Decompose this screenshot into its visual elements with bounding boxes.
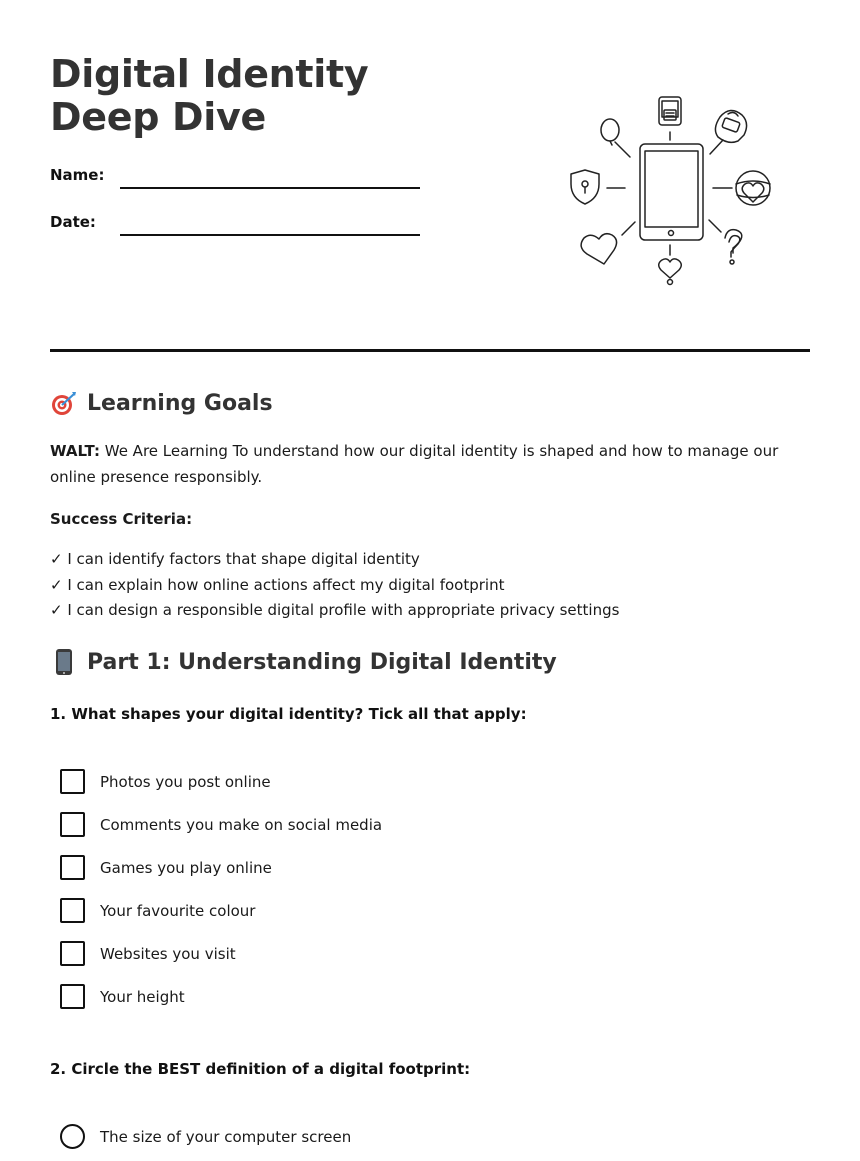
part1-title: Part 1: Understanding Digital Identity	[87, 649, 557, 675]
date-field[interactable]	[120, 234, 420, 236]
walt-paragraph	[50, 438, 810, 490]
question-1-options	[60, 760, 382, 1018]
name-field[interactable]	[120, 187, 420, 189]
globe-heart-icon	[736, 171, 770, 205]
shield-icon	[571, 170, 599, 204]
question-2-options	[60, 1115, 351, 1158]
criteria-item: ✓ I can explain how online actions affect my digital footprint	[50, 575, 505, 594]
checkbox-option[interactable]	[60, 760, 382, 803]
success-criteria-label: Success Criteria:	[50, 510, 193, 528]
checkbox-option[interactable]	[60, 889, 382, 932]
balloon-icon	[601, 119, 619, 145]
worksheet-title: Digital Identity Deep Dive	[50, 52, 369, 139]
heart-icon	[581, 234, 616, 264]
checkbox-option[interactable]	[60, 846, 382, 889]
criteria-item: ✓ I can identify factors that shape digital identity	[50, 550, 420, 568]
success-criteria-list	[50, 547, 619, 624]
checkbox[interactable]	[60, 769, 85, 794]
checkbox-option[interactable]	[60, 932, 382, 975]
name-label: Name:	[50, 166, 105, 184]
learning-goals-heading	[50, 389, 273, 417]
phone-icon	[659, 97, 681, 125]
date-label: Date:	[50, 213, 96, 231]
digital-identity-illustration	[560, 92, 780, 292]
backpack-icon	[715, 110, 746, 142]
header-divider	[50, 349, 810, 352]
radio-option[interactable]	[60, 1115, 351, 1158]
criteria-item: ✓ I can design a responsible digital profile with appropriate privacy settings	[50, 601, 620, 619]
option-label: Comments you make on social media	[100, 815, 383, 834]
option-label: Photos you post online	[100, 772, 271, 791]
question-mark-icon	[725, 230, 742, 264]
question-2-prompt: 2. Circle the BEST definition of a digital footprint:	[50, 1060, 471, 1078]
checkbox[interactable]	[60, 898, 85, 923]
option-label: The size of your computer screen	[100, 1127, 352, 1146]
option-label: Your favourite colour	[100, 901, 256, 920]
checkbox-option[interactable]	[60, 975, 382, 1018]
walt-label: WALT:	[50, 442, 100, 460]
checkbox[interactable]	[60, 984, 85, 1009]
checkbox[interactable]	[60, 855, 85, 880]
checkbox[interactable]	[60, 941, 85, 966]
option-label: Your height	[100, 987, 185, 1006]
walt-text: We Are Learning To understand how our digital identity is shaped and how to manage our online presence responsibly.	[50, 442, 779, 486]
tablet-icon	[640, 144, 703, 240]
target-dart-icon	[50, 389, 78, 417]
radio-circle[interactable]	[60, 1124, 85, 1149]
mobile-phone-icon	[50, 648, 78, 676]
heart-pendant-icon	[659, 259, 682, 285]
part1-heading	[50, 648, 557, 676]
question-1-prompt: 1. What shapes your digital identity? Tick all that apply:	[50, 705, 527, 723]
option-label: Websites you visit	[100, 944, 236, 963]
checkbox[interactable]	[60, 812, 85, 837]
checkbox-option[interactable]	[60, 803, 382, 846]
learning-goals-title: Learning Goals	[87, 390, 273, 416]
option-label: Games you play online	[100, 858, 272, 877]
